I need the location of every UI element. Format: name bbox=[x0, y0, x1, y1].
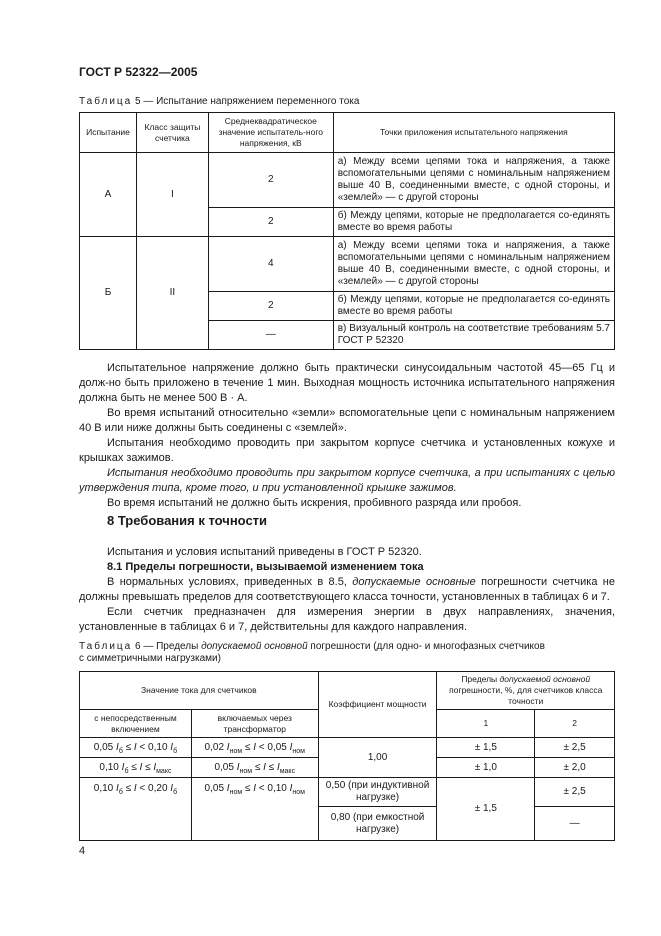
table6-power-factor-capacitive: 0,80 (при емкостной нагрузке) bbox=[318, 807, 437, 841]
table6-limit-class-1: ± 1,0 bbox=[437, 758, 535, 778]
table5-points: а) Между всеми цепями тока и напряжения, а также вспомогательными цепями с номинальным напряжением выше 40 В, соединенными вместе, с одной стороны, и «землей» — с другой стороны bbox=[333, 237, 614, 292]
table6-current-direct: 0,10 $I_б \le I \le I_{макс}$ bbox=[80, 758, 192, 778]
table6-power-factor-inductive: 0,50 (при индуктивной нагрузке) bbox=[318, 778, 437, 807]
table5-class-1: I bbox=[136, 153, 208, 237]
table5-voltage: 4 bbox=[208, 237, 333, 292]
table5-voltage: 2 bbox=[208, 208, 333, 237]
table6-header-row bbox=[80, 672, 615, 710]
table6-header-limits: Пределы допускаемой основной погрешности, %, для счетчиков класса точности bbox=[437, 672, 615, 710]
table5-header-class: Класс защиты счетчика bbox=[136, 113, 208, 153]
section-title: 8 Требования к точности bbox=[107, 513, 268, 528]
table-row bbox=[80, 778, 615, 807]
table5-points: б) Между цепями, которые не предполагается со-единять вместе во время работы bbox=[333, 208, 614, 237]
table5-test-b: Б bbox=[80, 237, 137, 350]
table-row bbox=[80, 738, 615, 758]
paragraph-ground: Во время испытаний относительно «земли» вспомогательные цепи с номинальным напряжением 40 В или ниже должны быть соединены с «землей». bbox=[79, 407, 615, 434]
table6-limit-class-1: ± 1,5 bbox=[437, 738, 535, 758]
document-code: ГОСТ Р 52322—2005 bbox=[79, 65, 198, 79]
table-row bbox=[80, 237, 615, 292]
table5-caption: Таблица 5 — Испытание напряжением переменного тока bbox=[79, 96, 360, 107]
table5-points: б) Между цепями, которые не предполагается со-единять вместе во время работы bbox=[333, 292, 614, 321]
table5 bbox=[79, 112, 615, 350]
page-number: 4 bbox=[79, 845, 86, 857]
table6-current-direct: 0,10 $I_б \le I < 0,20$ $I_б$ bbox=[80, 778, 192, 841]
paragraph-two-directions: Если счетчик предназначен для измерения энергии в двух направлениях, значения, установленные в таблицах 6 и 7, действительны для каждого направления. bbox=[79, 606, 615, 633]
table6 bbox=[79, 671, 615, 841]
table-row bbox=[80, 153, 615, 208]
table6-caption: Таблица 6 — Пределы допускаемой основной погрешности (для одно- и многофазных счетчиков с симметричными нагрузками) bbox=[79, 641, 545, 664]
table5-voltage: 2 bbox=[208, 153, 333, 208]
table5-header-voltage: Среднеквадратическое значение испытатель-ного напряжения, кВ bbox=[208, 113, 333, 153]
table6-header-transformer: включаемых через трансформатор bbox=[191, 710, 318, 738]
paragraph-closed-case: Испытания необходимо проводить при закрытом корпусе счетчика и установленных кожухе и крышках зажимов. bbox=[79, 437, 615, 464]
table6-header-direct: с непосредственным включением bbox=[80, 710, 192, 738]
table6-limit-class-2: ± 2,0 bbox=[535, 758, 615, 778]
table6-current-transformer: 0,05 $I_{ном} \le I \le I_{макс}$ bbox=[191, 758, 318, 778]
table5-header-row bbox=[80, 113, 615, 153]
paragraph-normal-conditions: В нормальных условиях, приведенных в 8.5, допускаемые основные погрешности счетчика не должны превышать пределов для соответствующего класса точности, установленных в таблицах 6 и 7. bbox=[79, 576, 615, 603]
paragraph-test-voltage: Испытательное напряжение должно быть практически синусоидальным частотой 45—65 Гц и долж-но быть приложено в течение 1 мин. Выходная мощность источника испытательного напряжения должна быть не менее 500 В · А. bbox=[79, 362, 615, 404]
table6-current-direct: 0,05 $I_б \le I < 0,10$ $I_б$ bbox=[80, 738, 192, 758]
table5-voltage: — bbox=[208, 321, 333, 350]
table5-points: в) Визуальный контроль на соответствие требованиям 5.7 ГОСТ Р 52320 bbox=[333, 321, 614, 350]
subsection-title: 8.1 Пределы погрешности, вызываемой изменением тока bbox=[107, 561, 424, 573]
table6-header-power-factor: Коэффициент мощности bbox=[318, 672, 437, 738]
table5-test-a: А bbox=[80, 153, 137, 237]
table6-header-current: Значение тока для счетчиков bbox=[80, 672, 319, 710]
paragraph-test-conditions: Испытания и условия испытаний приведены в ГОСТ Р 52320. bbox=[107, 546, 422, 558]
table5-header-points: Точки приложения испытательного напряжения bbox=[333, 113, 614, 153]
table5-voltage: 2 bbox=[208, 292, 333, 321]
table5-header-test: Испытание bbox=[80, 113, 137, 153]
table6-limit-class-2: ± 2,5 bbox=[535, 778, 615, 807]
table6-current-transformer: 0,02 $I_{ном} \le I < 0,05$ $I_{ном}$ bbox=[191, 738, 318, 758]
table5-points: а) Между всеми цепями тока и напряжения, а также вспомогательными цепями с номинальным напряжением выше 40 В, соединенными вместе, с одной стороны, и «землей» — с другой стороны bbox=[333, 153, 614, 208]
table5-class-2: II bbox=[136, 237, 208, 350]
table6-limit-class-2: — bbox=[535, 807, 615, 841]
table6-limit-class-1: ± 1,5 bbox=[437, 778, 535, 841]
paragraph-no-sparking: Во время испытаний не должно быть искрения, пробивного разряда или пробоя. bbox=[107, 497, 522, 509]
table6-power-factor: 1,00 bbox=[318, 738, 437, 778]
table6-current-transformer: 0,05 $I_{ном} \le I < 0,10$ $I_{ном}$ bbox=[191, 778, 318, 841]
table6-limit-class-2: ± 2,5 bbox=[535, 738, 615, 758]
paragraph-type-approval: Испытания необходимо проводить при закрытом корпусе счетчика, а при испытаниях с целью утверждения типа, кроме того, и при установленной крышке зажимов. bbox=[79, 467, 615, 494]
table6-header-class-2: 2 bbox=[535, 710, 615, 738]
table6-header-class-1: 1 bbox=[437, 710, 535, 738]
